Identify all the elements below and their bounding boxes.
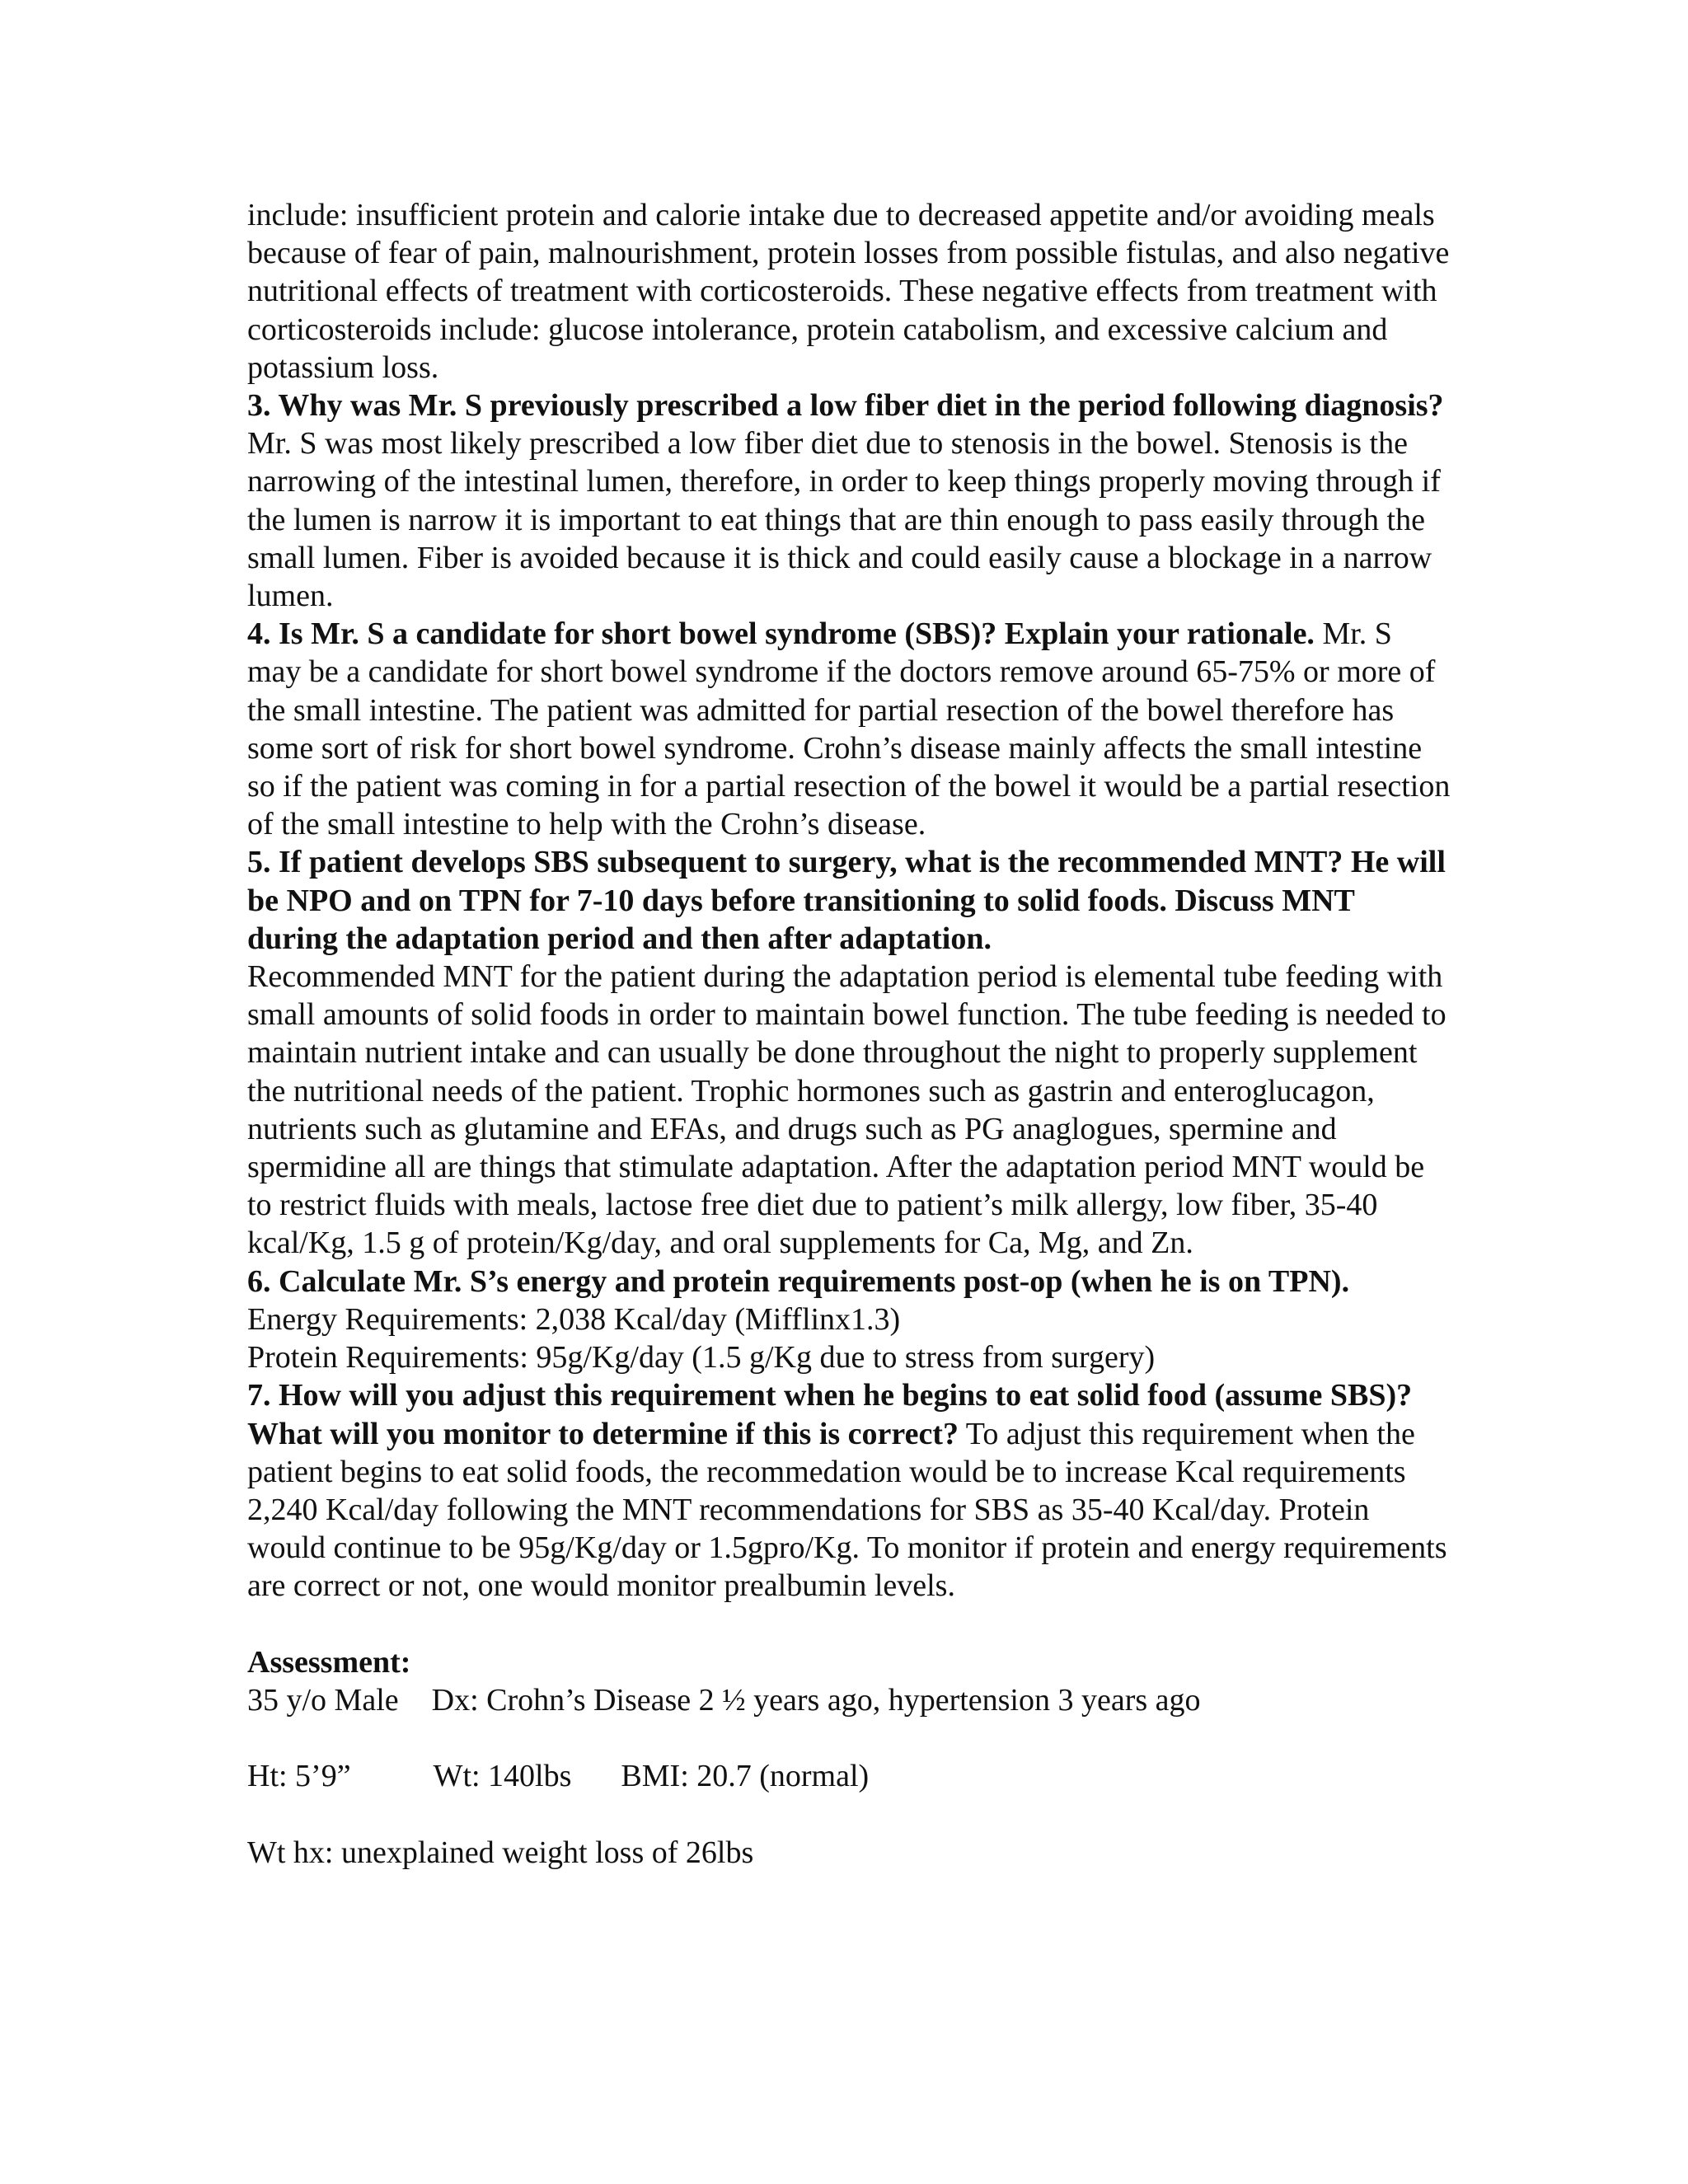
height: Ht: 5’9” — [247, 1759, 351, 1794]
question-6-text: 6. Calculate Mr. S’s energy and protein requirements post-op (when he is on TPN). — [247, 1263, 1350, 1299]
energy-requirements: Energy Requirements: 2,038 Kcal/day (Mifflinx1.3) — [247, 1301, 901, 1337]
weight: Wt: 140lbs — [433, 1759, 572, 1794]
question-3-text: 3. Why was Mr. S previously prescribed a low fiber diet in the period following diagnosis? — [247, 388, 1444, 424]
question-3-block — [247, 387, 1451, 615]
document-body — [247, 196, 1451, 1872]
diagnosis: Dx: Crohn’s Disease 2 ½ years ago, hypertension 3 years ago — [431, 1682, 1201, 1718]
spacer — [247, 1605, 1451, 1643]
question-4-block — [247, 615, 1451, 843]
answer-7-text: To adjust this requirement when the patient begins to eat solid foods, the recommedation would be to increase Kcal requirements 2,240 Kcal/day following the MNT recommendations for SBS as 35-40 Kcal/day. Protein would continue to be 95g/Kg/day or 1.5gpro/Kg. To monitor if protein and energy requirements are correct or not, one would monitor prealbumin levels. — [247, 1416, 1447, 1604]
assessment-heading: Assessment: — [247, 1644, 411, 1680]
question-4-text: 4. Is Mr. S a candidate for short bowel syndrome (SBS)? Explain your rationale. — [247, 616, 1315, 652]
assessment-demographics-row — [247, 1681, 1451, 1719]
assessment-anthropometrics-row — [247, 1757, 1451, 1795]
answer-4-text: Mr. S may be a candidate for short bowel syndrome if the doctors remove around 65-75% or more of the small intestine. The patient was admitted for partial resection of the bowel therefore has some sort of risk for short bowel syndrome. Crohn’s disease mainly affects the small intestine so if the patient was coming in for a partial resection of the bowel it would be a partial resection of the small intestine to help with the Crohn’s disease. — [247, 616, 1451, 842]
spacer — [247, 1719, 1451, 1757]
age-sex: 35 y/o Male — [247, 1682, 399, 1718]
answer-5-text: Recommended MNT for the patient during the adaptation period is elemental tube feeding with small amounts of solid foods in order to maintain bowel function. The tube feeding is needed to maintain nutrient intake and can usually be done throughout the night to properly supplement the nutritional needs of the patient. Trophic hormones such as gastrin and enteroglucagon, nutrients such as glutamine and EFAs, and drugs such as PG anaglogues, spermine and spermidine all are things that stimulate adaptation. After the adaptation period MNT would be to restrict fluids with meals, lactose free diet due to patient’s milk allergy, low fiber, 35-40 kcal/Kg, 1.5 g of protein/Kg/day, and oral supplements for Ca, Mg, and Zn. — [247, 959, 1447, 1261]
question-7-text: 7. How will you adjust this requirement when he begins to eat solid food (assume SBS)? What will you monitor to determine if this is correct? — [247, 1378, 1413, 1451]
question-7-block — [247, 1376, 1451, 1605]
intro-paragraph — [247, 196, 1451, 387]
answer-3-text: Mr. S was most likely prescribed a low fiber diet due to stenosis in the bowel. Stenosis is the narrowing of the intestinal lumen, therefore, in order to keep things properly moving through if the lumen is narrow it is important to eat things that are thin enough to pass easily through the small lumen. Fiber is avoided because it is thick and could easily cause a blockage in a narrow lumen. — [247, 426, 1441, 614]
bmi: BMI: 20.7 (normal) — [621, 1759, 870, 1794]
spacer — [247, 1796, 1451, 1834]
protein-requirements: Protein Requirements: 95g/Kg/day (1.5 g/Kg due to stress from surgery) — [247, 1340, 1156, 1376]
weight-history: Wt hx: unexplained weight loss of 26lbs — [247, 1835, 754, 1870]
intro-text: include: insufficient protein and calorie intake due to decreased appetite and/or avoiding meals because of fear of pain, malnourishment, protein losses from possible fistulas, and also negative nutritional effects of treatment with corticosteroids. These negative effects from treatment with corticosteroids include: glucose intolerance, protein catabolism, and excessive calcium and potassium loss. — [247, 198, 1450, 385]
question-5-text: 5. If patient develops SBS subsequent to surgery, what is the recommended MNT? He will be NPO and on TPN for 7-10 days before transitioning to solid foods. Discuss MNT during the adaptation period and then after adaptation. — [247, 845, 1446, 956]
